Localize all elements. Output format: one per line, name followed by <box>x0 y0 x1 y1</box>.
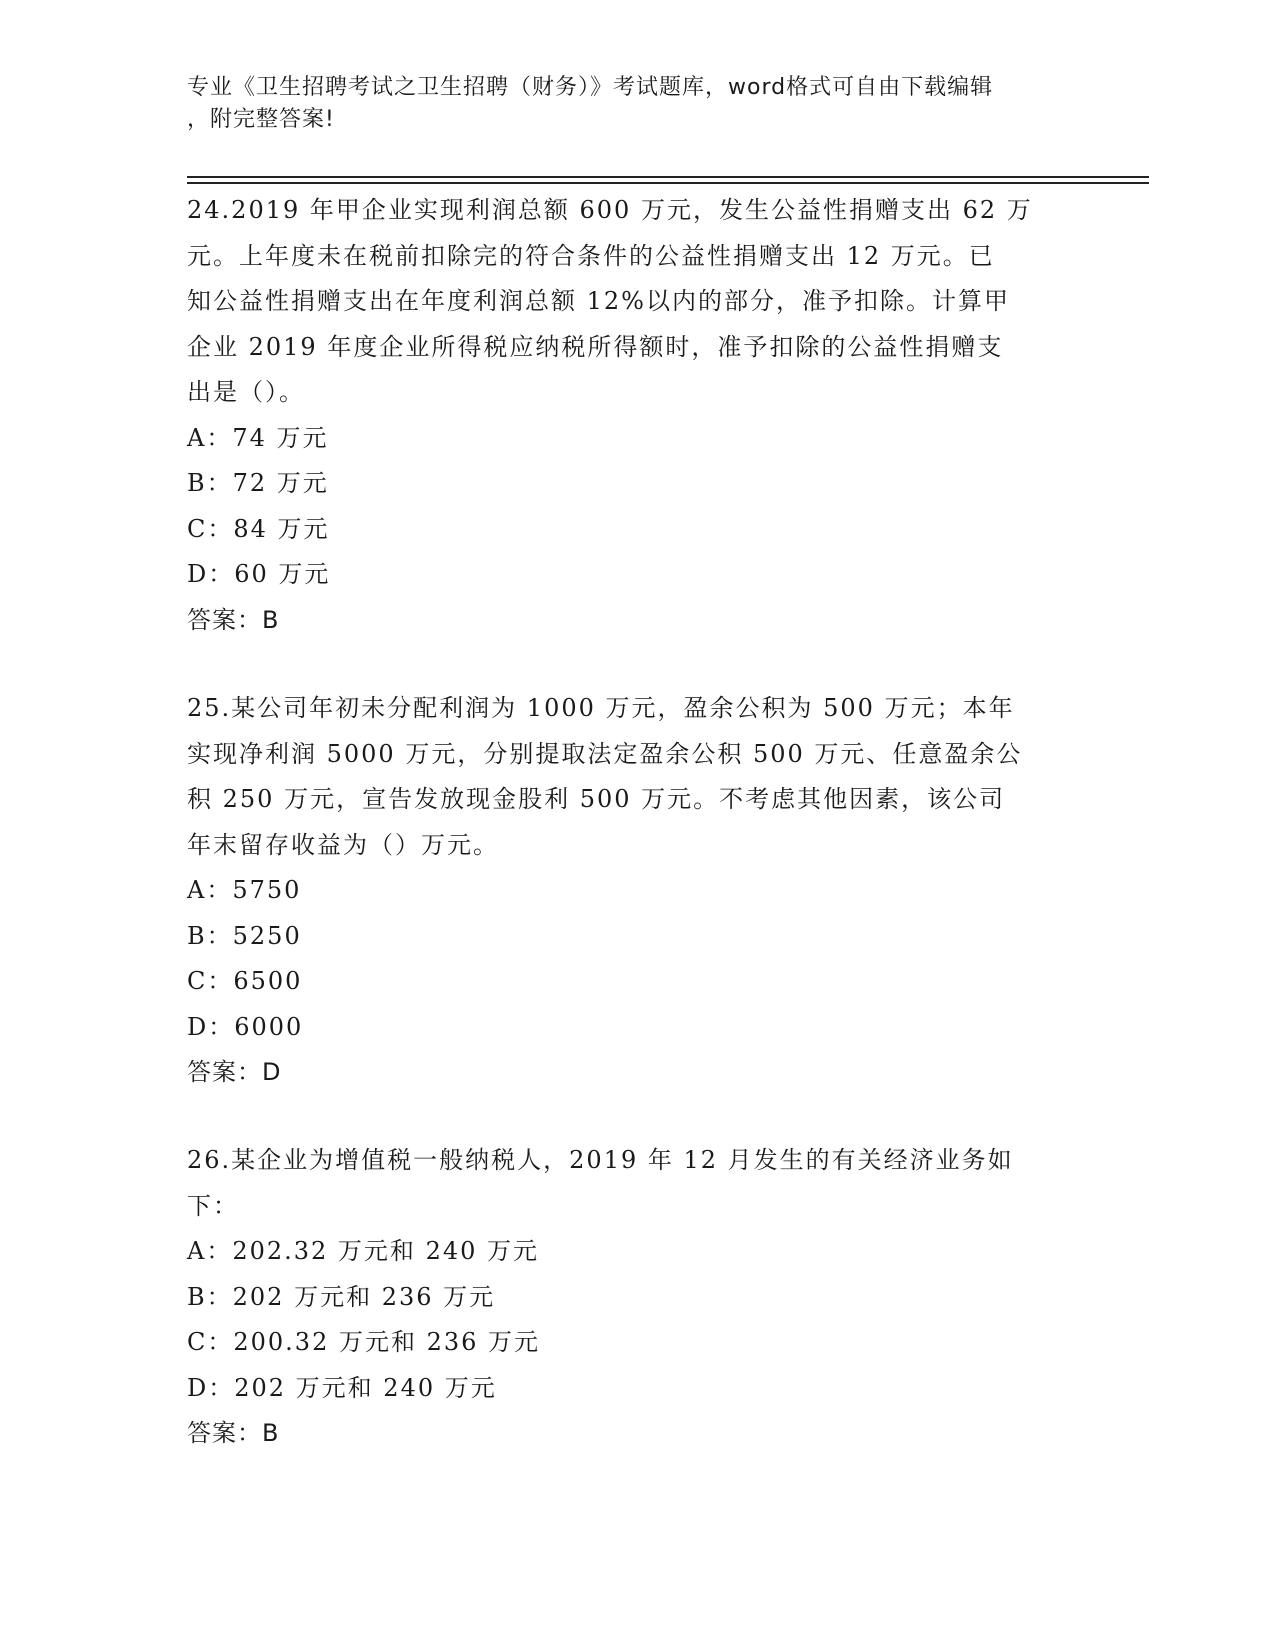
option-c: C：84 万元 <box>187 514 330 543</box>
option-d: D：6000 <box>187 1012 304 1041</box>
header-divider-bottom <box>187 182 1149 184</box>
header-divider-top <box>187 176 1149 178</box>
question-25 <box>187 686 1087 1096</box>
question-26 <box>187 1138 1087 1457</box>
header-line-2: ，附完整答案! <box>187 107 335 132</box>
question-stem-line: 出是（）。 <box>187 378 305 406</box>
option-c: C：200.32 万元和 236 万元 <box>187 1328 541 1356</box>
option-d: D：202 万元和 240 万元 <box>187 1373 497 1402</box>
question-stem-line: 实现净利润 5000 万元，分别提取法定盈余公积 500 万元、任意盈余公 <box>187 739 1023 768</box>
question-stem-line: 知公益性捐赠支出在年度利润总额 12%以内的部分，准予扣除。计算甲 <box>187 287 1010 315</box>
option-a: A：202.32 万元和 240 万元 <box>187 1237 540 1265</box>
option-a: A：74 万元 <box>187 423 329 452</box>
question-stem-line: 积 250 万元，宣告发放现金股利 500 万元。不考虑其他因素，该公司 <box>187 785 1006 813</box>
question-stem-line: 年末留存收益为（）万元。 <box>187 830 499 859</box>
option-d: D：60 万元 <box>187 560 331 588</box>
answer-line: 答案：D <box>187 1058 282 1086</box>
question-stem-line: 26.某企业为增值税一般纳税人，2019 年 12 月发生的有关经济业务如 <box>187 1146 1014 1174</box>
answer-line: 答案：B <box>187 1419 280 1447</box>
option-c: C：6500 <box>187 967 303 995</box>
document-header <box>187 72 1067 136</box>
option-b: B：5250 <box>187 921 302 950</box>
answer-line: 答案：B <box>187 605 280 634</box>
question-stem-line: 24.2019 年甲企业实现利润总额 600 万元，发生公益性捐赠支出 62 万 <box>187 196 1033 224</box>
question-stem-line: 元。上年度未在税前扣除完的符合条件的公益性捐赠支出 12 万元。已 <box>187 241 995 270</box>
question-24 <box>187 188 1087 643</box>
option-b: B：202 万元和 236 万元 <box>187 1282 496 1311</box>
option-a: A：5750 <box>187 876 302 904</box>
option-b: B：72 万元 <box>187 469 329 497</box>
question-stem-line: 25.某公司年初未分配利润为 1000 万元，盈余公积为 500 万元；本年 <box>187 694 1015 722</box>
header-line-1: 专业《卫生招聘考试之卫生招聘（财务）》考试题库，word格式可自由下载编辑 <box>187 75 994 100</box>
question-stem-line: 企业 2019 年度企业所得税应纳税所得额时，准予扣除的公益性捐赠支 <box>187 332 1004 361</box>
question-stem-line: 下： <box>187 1191 239 1220</box>
